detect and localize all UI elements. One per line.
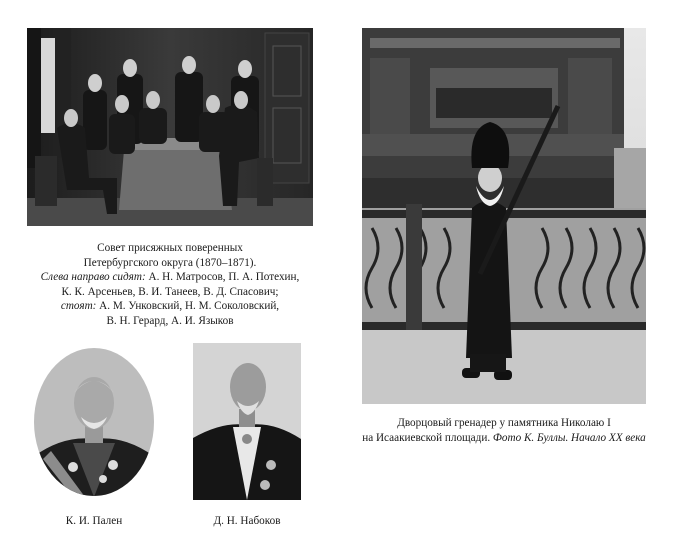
- caption-italic: Фото К. Буллы. Начало XX века: [492, 431, 646, 444]
- group-photo: [27, 28, 313, 226]
- guard-photo-caption: [354, 416, 654, 445]
- caption-line: Дворцовый гренадер у памятника Николаю I: [397, 417, 611, 429]
- palen-portrait: [33, 347, 155, 497]
- caption-text: А. М. Унковский, Н. М. Соколовский,: [96, 300, 280, 313]
- caption-italic: Слева направо сидят:: [40, 271, 146, 284]
- guard-photo: [362, 28, 646, 404]
- guard-photo-image: [362, 28, 646, 404]
- caption-line: [20, 270, 320, 285]
- nabokov-portrait-image: [193, 343, 301, 500]
- group-photo-caption: [20, 241, 320, 329]
- nabokov-caption: Д. Н. Набоков: [213, 515, 281, 527]
- caption-line: [20, 299, 320, 314]
- caption-line: В. Н. Герард, А. И. Языков: [106, 314, 234, 327]
- caption-line: К. К. Арсеньев, В. И. Танеев, В. Д. Спасович;: [61, 285, 279, 298]
- caption-italic: стоят:: [60, 300, 97, 313]
- group-photo-image: [27, 28, 313, 226]
- nabokov-portrait: [193, 343, 301, 500]
- caption-line: Совет присяжных поверенных: [97, 242, 243, 254]
- palen-portrait-image: [33, 347, 155, 497]
- caption-line: [354, 431, 654, 446]
- caption-text: А. Н. Матросов, П. А. Потехин,: [145, 271, 300, 284]
- palen-caption: К. И. Пален: [65, 515, 123, 527]
- caption-line: Петербургского округа (1870–1871).: [83, 256, 257, 269]
- caption-text: на Исаакиевской площади.: [362, 431, 493, 444]
